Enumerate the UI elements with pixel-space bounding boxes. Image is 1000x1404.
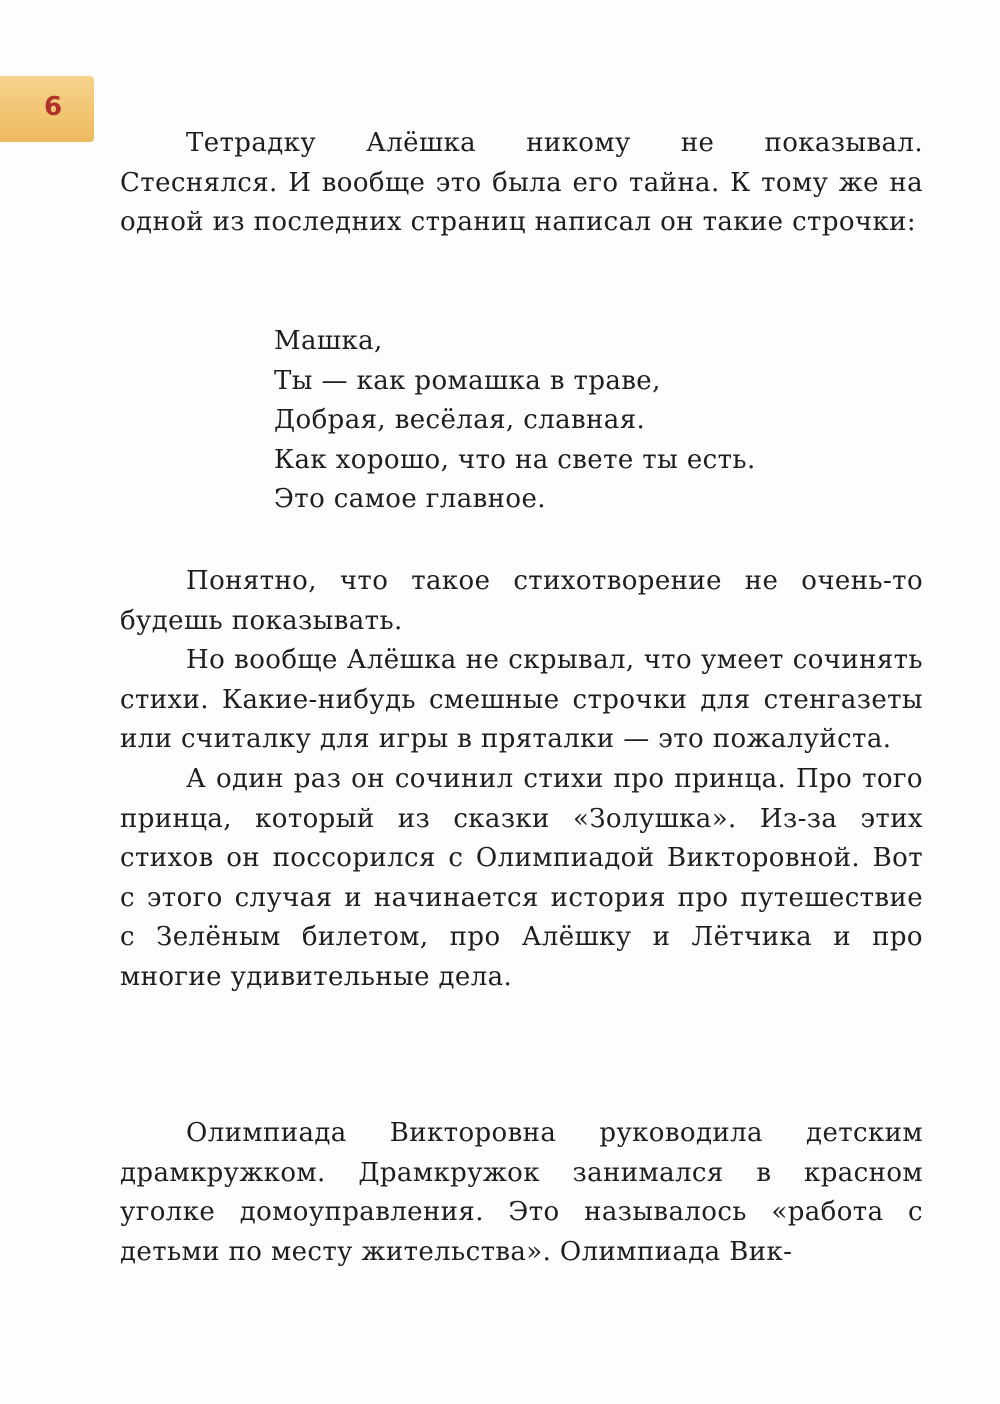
paragraph: Понятно, что такое стихотворение не очень-то будешь показывать. xyxy=(120,566,923,636)
poem xyxy=(274,322,756,520)
paragraph: Тетрадку Алёшка никому не показывал. Стеснялся. И вообще это была его тайна. К тому же на одной из последних страниц написал он такие строчки: xyxy=(120,128,923,238)
paragraph: Но вообще Алёшка не скрывал, что умеет сочинять стихи. Какие-нибудь смешные строчки для стенгазеты или считалку для игры в пряталки — это пожалуйста. xyxy=(120,645,923,755)
page-number-tab xyxy=(0,76,94,142)
poem-line: Ты — как ромашка в траве, xyxy=(274,365,661,396)
paragraph: Олимпиада Викторовна руководила детским драмкружком. Драмкружок занимался в красном уголке домоуправления. Это называлось «работа с детьми по месту жительства». Олимпиада Вик- xyxy=(120,1118,923,1267)
poem-line: Это самое главное. xyxy=(274,484,546,515)
poem-line: Добрая, весёлая, славная. xyxy=(274,405,646,436)
final-text xyxy=(120,1114,923,1272)
paragraph: А один раз он сочинил стихи про принца. Про того принца, который из сказки «Золушка». Из-за этих стихов он поссорился с Олимпиадой Викторовной. Вот с этого случая и начинается история про путешествие с Зелёным билетом, про Алёшку и Лётчика и про многие удивительные дела. xyxy=(120,763,923,992)
page-number: 6 xyxy=(44,92,63,122)
intro-text xyxy=(120,124,923,243)
poem-line: Машка, xyxy=(274,326,383,356)
poem-line: Как хорошо, что на свете ты есть. xyxy=(274,444,756,475)
main-text xyxy=(120,562,923,998)
